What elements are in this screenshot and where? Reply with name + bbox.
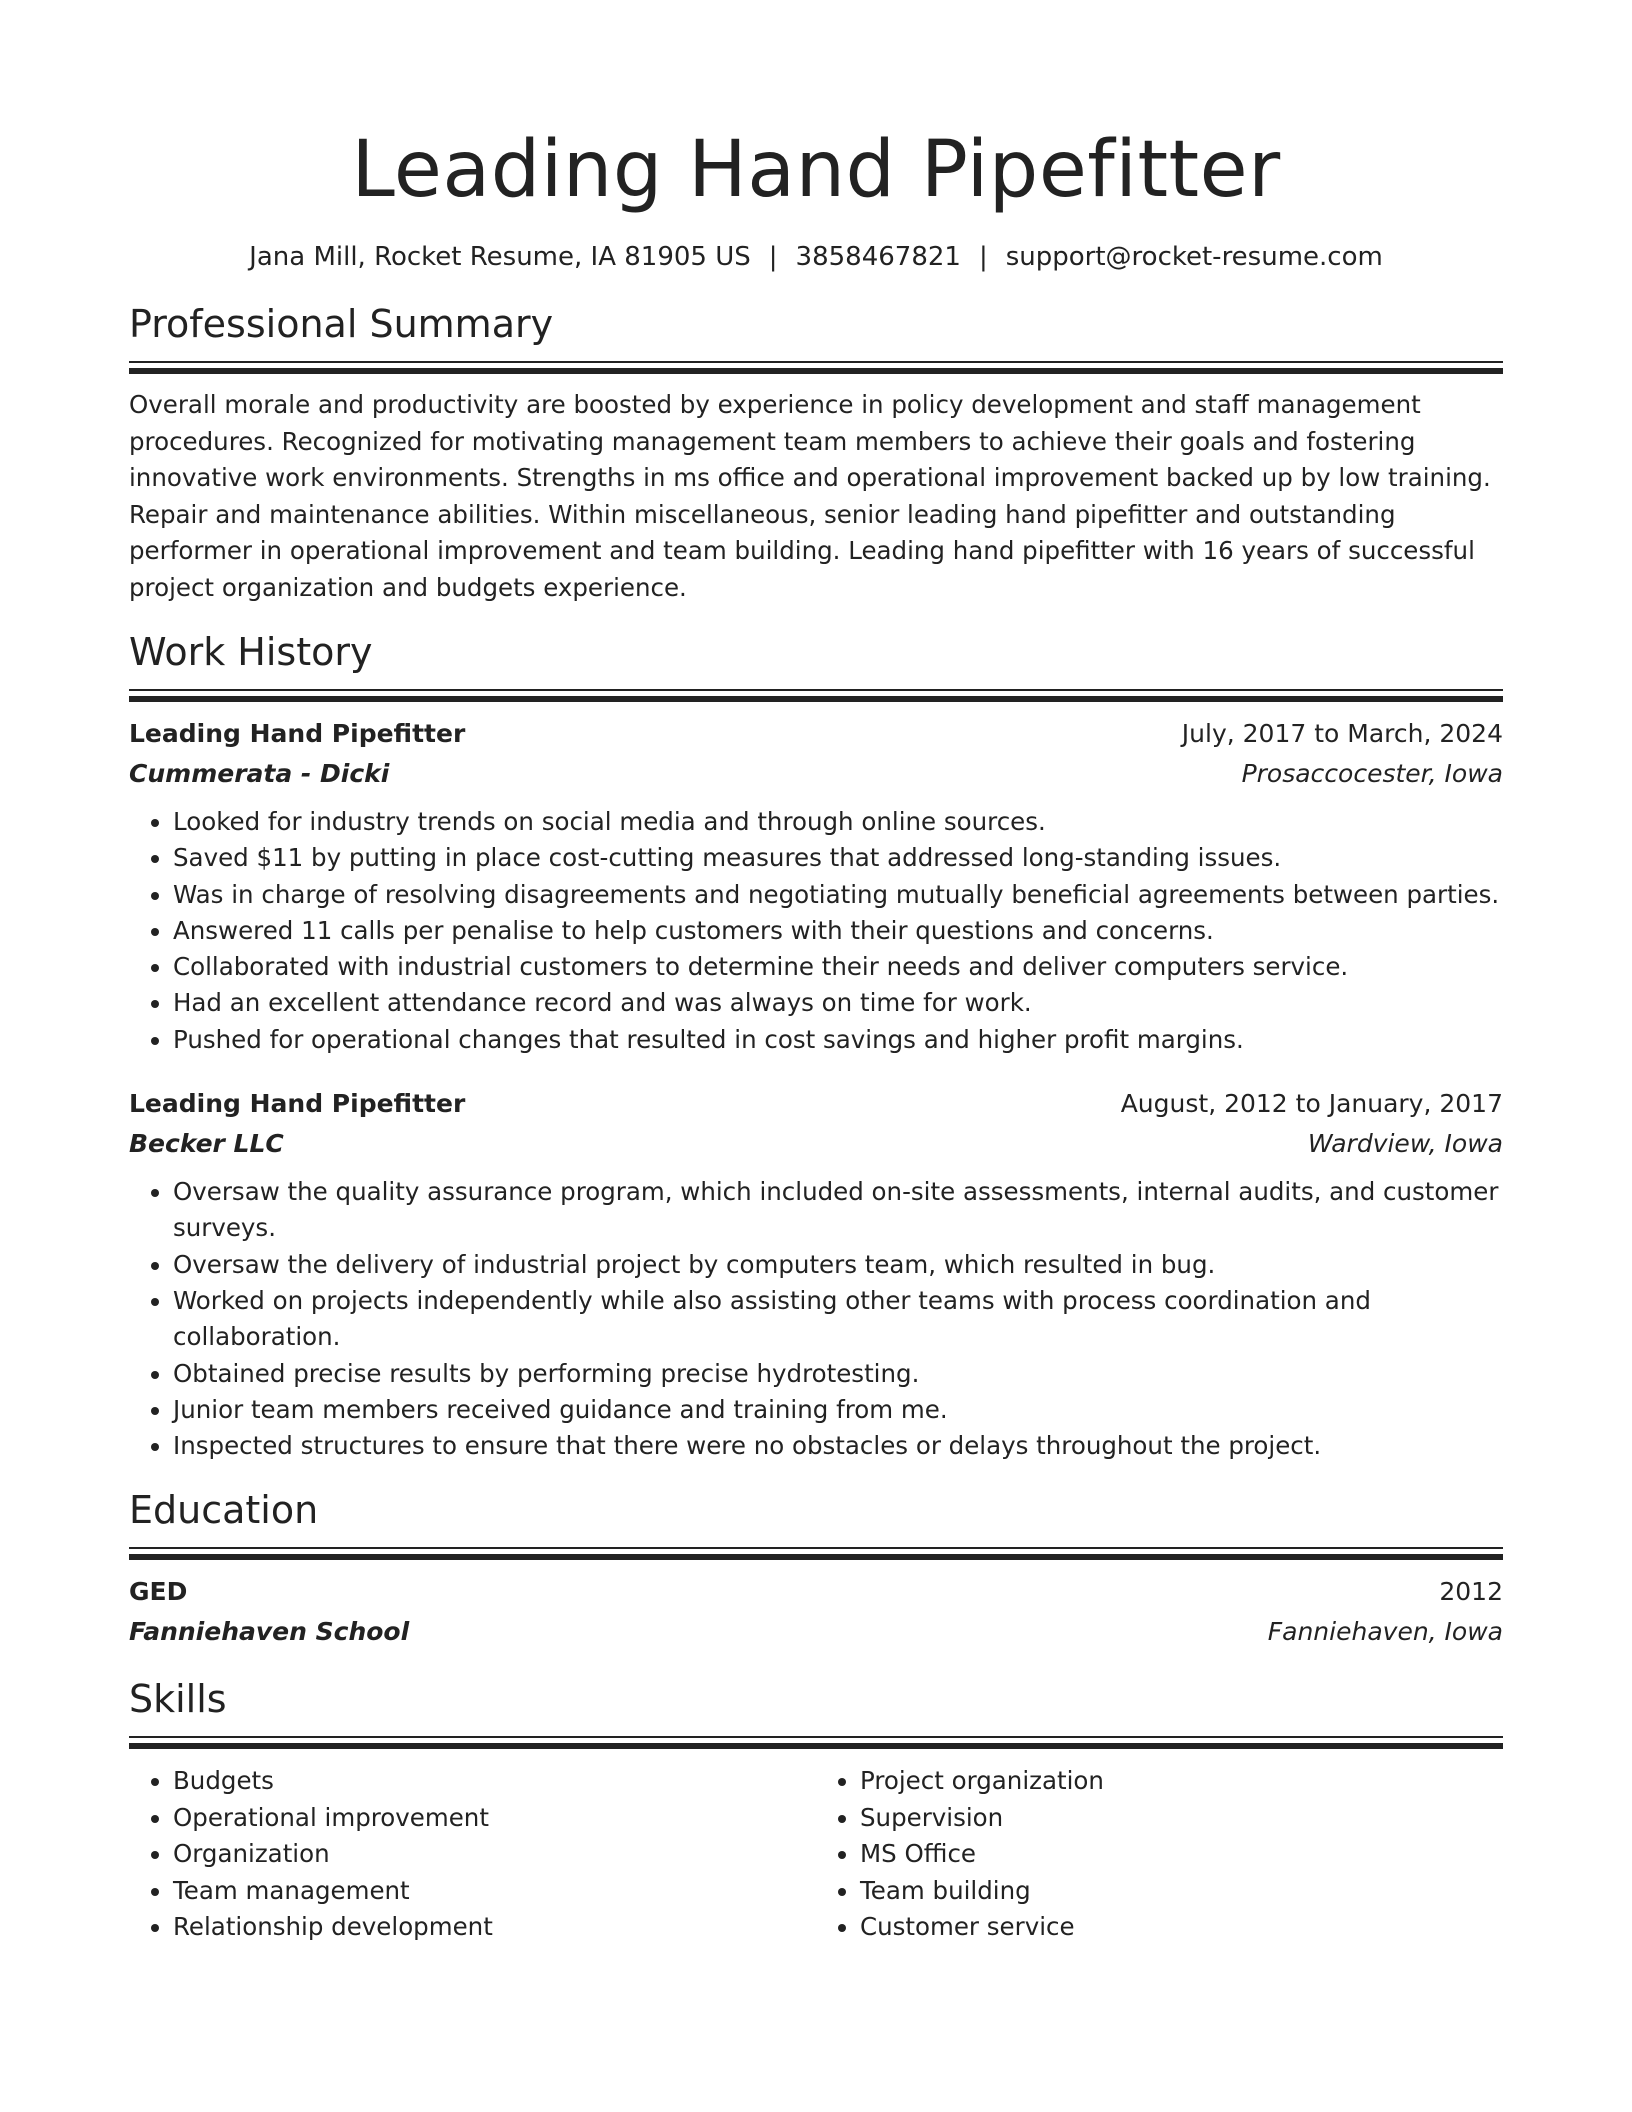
list-item: • Junior team members received guidance and training from me. <box>173 1392 1503 1428</box>
list-item: • Collaborated with industrial customers to determine their needs and deliver computers service. <box>173 949 1503 985</box>
job-dates: August, 2012 to January, 2017 <box>1120 1089 1503 1119</box>
skill-item: • Project organization <box>860 1763 1503 1800</box>
skills-list-left <box>129 1763 816 1946</box>
job-bullets <box>129 804 1503 1058</box>
job-company: Becker LLC <box>129 1129 284 1159</box>
skill-item: • MS Office <box>860 1836 1503 1873</box>
job-title: Leading Hand Pipefitter <box>129 719 466 748</box>
list-item: • Pushed for operational changes that resulted in cost savings and higher profit margins. <box>173 1022 1503 1058</box>
work-section <box>129 629 1503 1464</box>
job-bullets <box>129 1174 1503 1464</box>
skill-item: • Team management <box>173 1873 816 1910</box>
skill-item: • Team building <box>860 1873 1503 1910</box>
job-entry <box>129 714 1503 1058</box>
summary-text: Overall morale and productivity are boosted by experience in policy development and staff management procedures. Recognized for motivating management team members to achieve their goals and fostering innovative work environments. Strengths in ms office and operational improvement backed up by low training. Repair and maintenance abilities. Within miscellaneous, senior leading hand pipefitter and outstanding performer in operational improvement and team building. Leading hand pipefitter with 16 years of successful project organization and budgets experience. <box>129 390 1491 602</box>
list-item: • Oversaw the delivery of industrial project by computers team, which resulted in bug. <box>173 1247 1503 1283</box>
job-location: Prosaccocester, Iowa <box>1241 759 1503 788</box>
education-section <box>129 1487 1503 1652</box>
section-title-education: Education <box>129 1488 319 1533</box>
list-item: • Oversaw the quality assurance program, which included on-site assessments, internal audits, and customer surveys. <box>173 1174 1503 1247</box>
contact-address: Jana Mill, Rocket Resume, IA 81905 US <box>249 242 751 272</box>
list-item: • Saved $11 by putting in place cost-cutting measures that addressed long-standing issues. <box>173 840 1503 876</box>
contact-phone: 3858467821 <box>795 242 961 272</box>
skills-list-right <box>816 1763 1503 1946</box>
contact-email[interactable]: support@rocket-resume.com <box>1005 242 1383 272</box>
skill-item: • Relationship development <box>173 1909 816 1946</box>
section-divider <box>129 689 1503 702</box>
skill-item: • Customer service <box>860 1909 1503 1946</box>
skill-item: • Operational improvement <box>173 1800 816 1837</box>
contact-line <box>129 240 1503 274</box>
contact-separator: | <box>768 242 778 272</box>
section-divider <box>129 1547 1503 1560</box>
skill-item: • Budgets <box>173 1763 816 1800</box>
job-company: Cummerata - Dicki <box>129 759 390 788</box>
section-title-summary: Professional Summary <box>129 302 554 346</box>
list-item: • Was in charge of resolving disagreements and negotiating mutually beneficial agreements between parties. <box>173 877 1503 913</box>
skill-item: • Supervision <box>860 1800 1503 1837</box>
skills-section <box>129 1676 1503 1946</box>
list-item: • Had an excellent attendance record and was always on time for work. <box>173 985 1503 1021</box>
education-location: Fanniehaven, Iowa <box>1267 1617 1503 1647</box>
list-item: • Answered 11 calls per penalise to help customers with their questions and concerns. <box>173 913 1503 949</box>
education-year: 2012 <box>1439 1577 1503 1607</box>
skills-columns <box>129 1763 1503 1946</box>
list-item: • Inspected structures to ensure that there were no obstacles or delays throughout the project. <box>173 1428 1503 1464</box>
list-item: • Obtained precise results by performing precise hydrotesting. <box>173 1356 1503 1392</box>
job-location: Wardview, Iowa <box>1307 1129 1503 1159</box>
education-school: Fanniehaven School <box>129 1617 410 1647</box>
education-degree: GED <box>129 1577 188 1607</box>
candidate-name: Leading Hand Pipefitter <box>351 125 1281 215</box>
job-dates: July, 2017 to March, 2024 <box>1181 719 1503 748</box>
summary-section <box>129 301 1503 606</box>
section-divider <box>129 361 1503 374</box>
section-title-work: Work History <box>129 630 373 674</box>
job-title: Leading Hand Pipefitter <box>129 1089 466 1119</box>
list-item: • Looked for industry trends on social media and through online sources. <box>173 804 1503 840</box>
contact-separator: | <box>978 242 988 272</box>
skill-item: • Organization <box>173 1836 816 1873</box>
section-divider <box>129 1736 1503 1749</box>
section-title-skills: Skills <box>129 1677 227 1722</box>
job-entry <box>129 1084 1503 1464</box>
list-item: • Worked on projects independently while also assisting other teams with process coordination and collaboration. <box>173 1283 1503 1356</box>
